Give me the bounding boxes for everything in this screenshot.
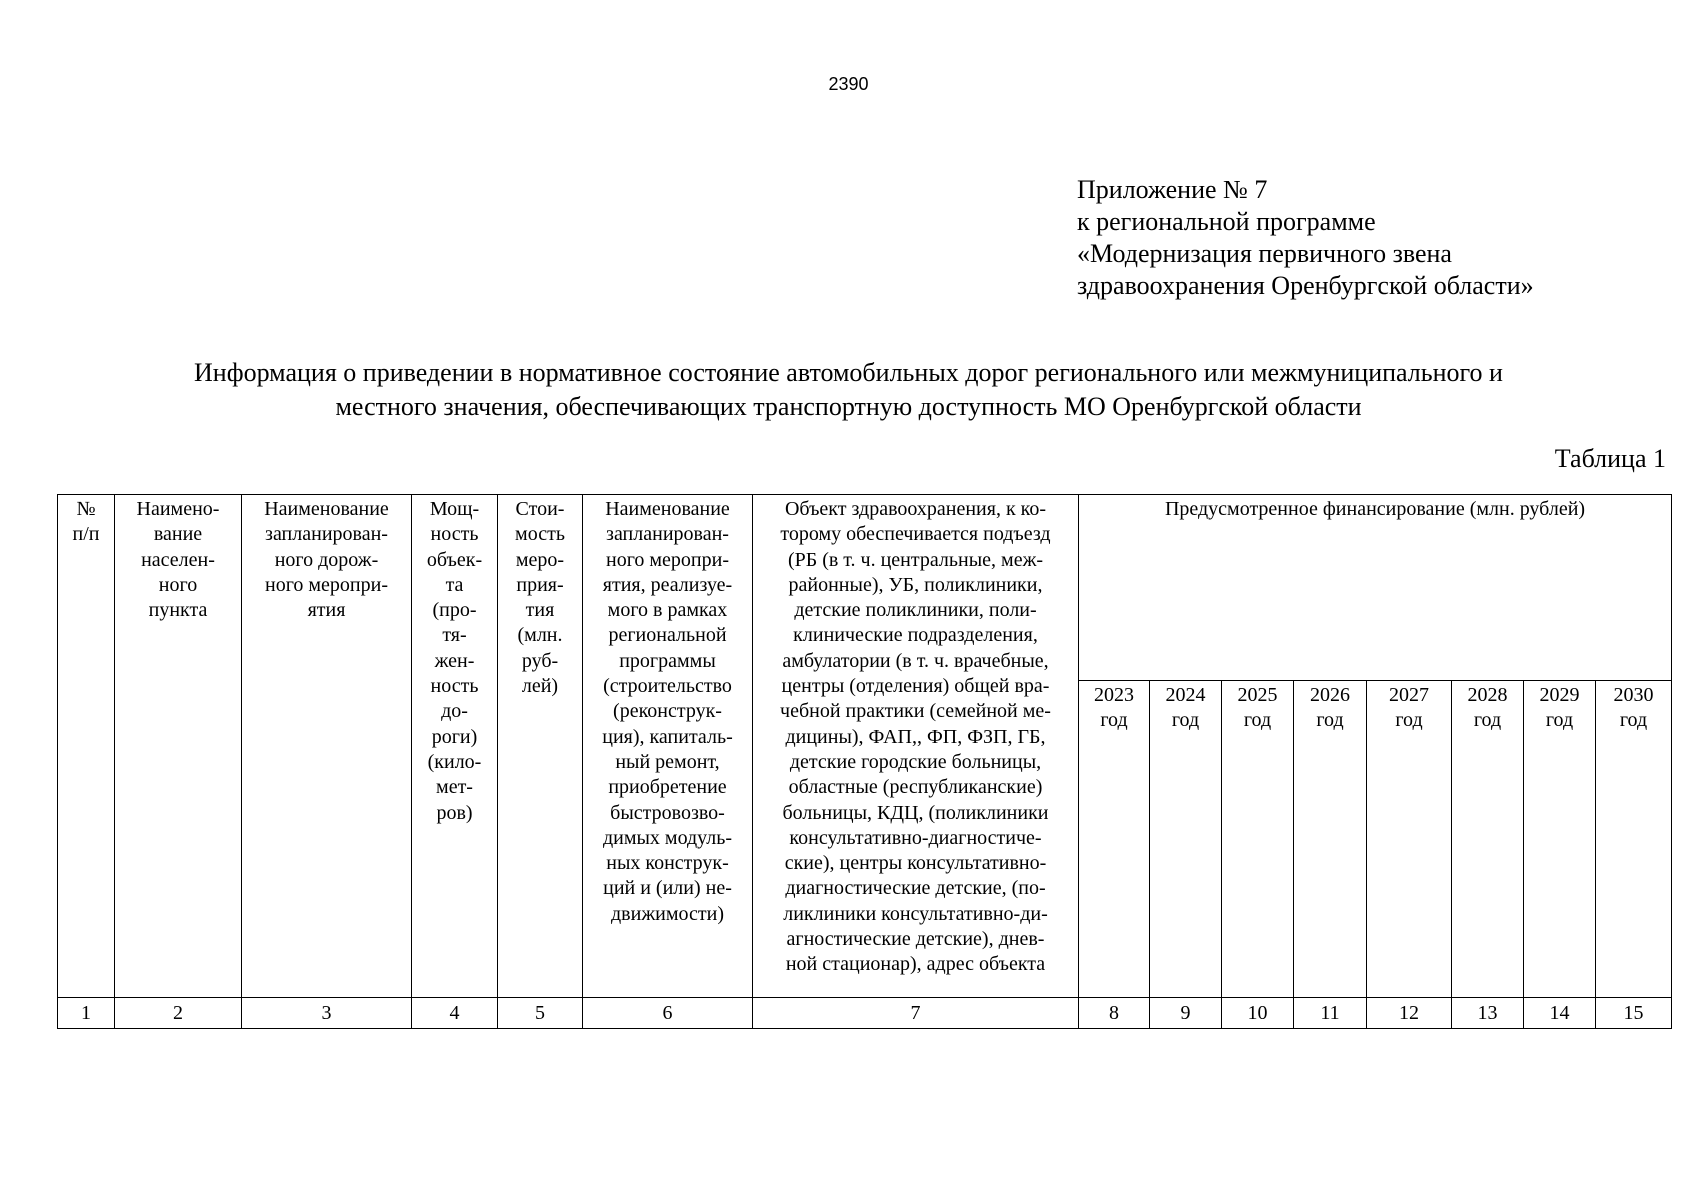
header-cell-program-event: Наименование запланирован- ного меропри- ятия, реализуе- мого в рамках региональной программы (строительство (реконструк- ция), капиталь- ный ремонт, приобретение быстровозво- димых модуль- ных конструк- ций и (или) не- движимости) <box>583 495 753 998</box>
title-line: Информация о приведении в нормативное состояние автомобильных дорог регионального или межмуниципального и <box>194 358 1503 387</box>
appendix-line: здравоохранения Оренбургской области» <box>1077 271 1534 300</box>
appendix-line: «Модернизация первичного звена <box>1077 239 1452 268</box>
header-cell-health-object: Объект здравоохранения, к ко- торому обеспечивается подъезд (РБ (в т. ч. центральные, меж- районные), УБ, поликлиники, детские поликлиники, поли- клинические подразделения, амбулатории (в т. ч. врачебные, центры (отделения) общей вра- чебной практики (семейной ме- дицины), ФАП,, ФП, ФЗП, ГБ, детские городские больницы, областные (республиканские) больницы, КДЦ, (поликлиники консультативно-диагностиче- ские), центры консультативно- диагностические детские, (по- ликлиники консультативно-ди- агностические детские), днев- ной стационар), адрес объекта <box>753 495 1079 998</box>
appendix-block <box>1077 174 1534 302</box>
column-number-cell: 9 <box>1150 998 1222 1029</box>
column-number-cell: 1 <box>58 998 115 1029</box>
page-number: 2390 <box>828 74 869 94</box>
header-cell-cost: Стои- мость меро- прия- тия (млн. руб- лей) <box>498 495 583 998</box>
header-cell-year: 2029 год <box>1524 681 1596 998</box>
column-number-cell: 13 <box>1452 998 1524 1029</box>
header-row <box>58 495 1672 681</box>
appendix-line: Приложение № 7 <box>1077 175 1268 204</box>
header-cell-year: 2025 год <box>1222 681 1294 998</box>
header-cell-capacity: Мощ- ность объек- та (про- тя- жен- ность до- роги) (кило- мет- ров) <box>412 495 498 998</box>
header-cell-funding: Предусмотренное финансирование (млн. рублей) <box>1079 495 1672 681</box>
header-cell-year: 2024 год <box>1150 681 1222 998</box>
document-title <box>60 356 1637 424</box>
column-number-cell: 14 <box>1524 998 1596 1029</box>
header-cell-year: 2026 год <box>1294 681 1367 998</box>
header-cell-year: 2030 год <box>1596 681 1672 998</box>
header-cell-road-event: Наименование запланирован- ного дорож- ного меропри- ятия <box>242 495 412 998</box>
header-cell-year: 2027 год <box>1367 681 1452 998</box>
column-number-cell: 3 <box>242 998 412 1029</box>
header-cell-year: 2028 год <box>1452 681 1524 998</box>
column-number-cell: 8 <box>1079 998 1150 1029</box>
column-number-cell: 5 <box>498 998 583 1029</box>
column-number-cell: 12 <box>1367 998 1452 1029</box>
column-number-cell: 10 <box>1222 998 1294 1029</box>
column-number-cell: 6 <box>583 998 753 1029</box>
table-label: Таблица 1 <box>1554 444 1666 473</box>
column-number-cell: 7 <box>753 998 1079 1029</box>
header-cell-year: 2023 год <box>1079 681 1150 998</box>
column-number-cell: 2 <box>115 998 242 1029</box>
header-cell-number: № п/п <box>58 495 115 998</box>
column-number-cell: 11 <box>1294 998 1367 1029</box>
column-number-row <box>58 998 1672 1029</box>
appendix-line: к региональной программе <box>1077 207 1376 236</box>
column-number-cell: 4 <box>412 998 498 1029</box>
column-number-cell: 15 <box>1596 998 1672 1029</box>
header-cell-settlement: Наимено- вание населен- ного пункта <box>115 495 242 998</box>
info-table <box>57 494 1672 1029</box>
title-line: местного значения, обеспечивающих транспортную доступность МО Оренбургской области <box>335 392 1362 421</box>
